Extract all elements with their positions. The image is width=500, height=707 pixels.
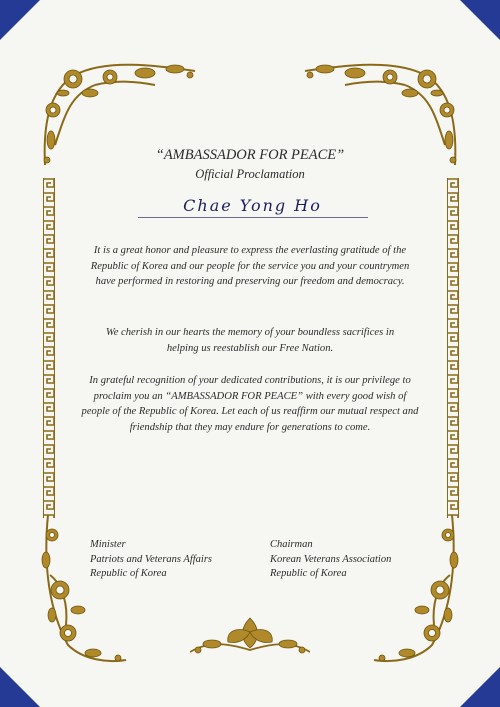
paragraph-cherish: We cherish in our hearts the memory of your boundless sacrifices in helping us reestablish our Free Nation. — [105, 327, 395, 354]
signatory-left-title: Minister — [90, 539, 126, 550]
floral-ornament-bottom-center — [190, 610, 310, 660]
folder-corner-top-left — [0, 0, 40, 40]
recipient-name: Chae Yong Ho — [183, 196, 322, 215]
signatory-right-title: Chairman — [270, 539, 313, 550]
greek-key-border-right — [447, 178, 459, 518]
signatory-right-country: Republic of Korea — [270, 568, 347, 579]
paragraph-recognition: In grateful recognition of your dedicated contributions, it is our privilege to proclaim you an “AMBASSADOR FOR PEACE” with every good wish of people of the Republic of Korea. Let each of us reaffirm our mutual respect and friendship that they may endure for generations to come. — [81, 375, 419, 433]
signatory-left-org: Patriots and Veterans Affairs — [90, 553, 213, 565]
folder-corner-bottom-left — [0, 667, 40, 707]
greek-key-border-left — [43, 178, 55, 518]
signatory-left-country: Republic of Korea — [90, 568, 167, 579]
signatory-left — [90, 538, 212, 582]
folder-corner-top-right — [460, 0, 500, 40]
certificate-title: “AMBASSADOR FOR PEACE” — [155, 147, 345, 163]
signatory-right — [270, 538, 391, 582]
signatory-right-org: Korean Veterans Association — [270, 553, 392, 565]
folder-corner-bottom-right — [460, 667, 500, 707]
name-underline — [138, 217, 368, 218]
certificate-subtitle: Official Proclamation — [195, 167, 305, 181]
paragraph-gratitude: It is a great honor and pleasure to express the everlasting gratitude of the Republic of Korea and our people for the service you and your countrymen have performed in restoring and preserving our freedom and democracy. — [90, 245, 410, 287]
